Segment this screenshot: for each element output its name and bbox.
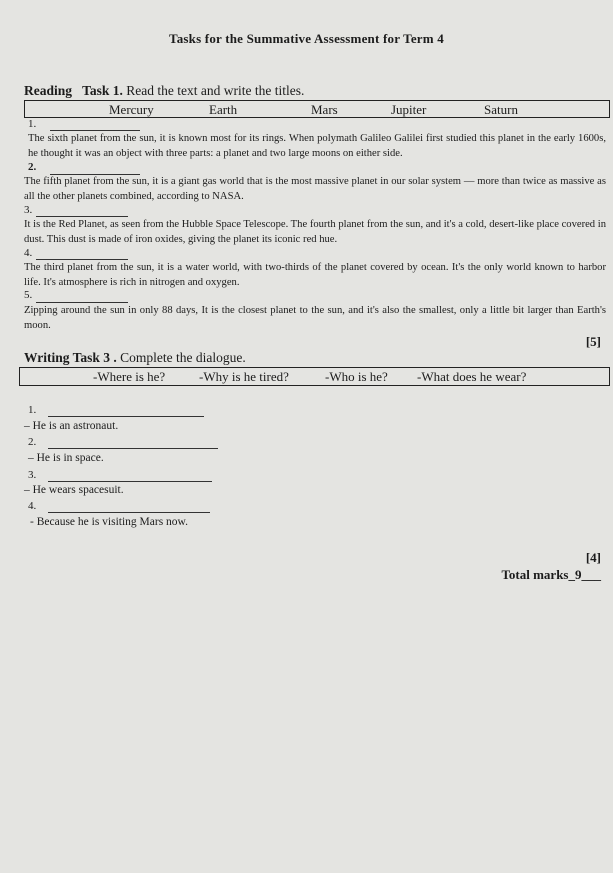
writing-task-heading (24, 350, 246, 366)
dialogue-item-number: 1. (28, 404, 37, 416)
dialogue-answer: – He wears spacesuit. (24, 484, 124, 496)
reading-label: Reading (24, 83, 73, 98)
dialogue-blank[interactable] (48, 481, 212, 482)
word-option: Jupiter (391, 102, 427, 117)
total-marks: Total marks_9___ (501, 567, 601, 582)
reading-paragraph: The fifth planet from the sun, it is a giant gas world that is the most massive planet in our solar system — more than twice as massive as all the other planets combined, according to NASA. (24, 176, 606, 202)
answer-blank[interactable] (50, 130, 140, 131)
word-option: Mars (311, 102, 338, 117)
word-option: Saturn (484, 102, 518, 117)
answer-blank[interactable] (36, 216, 128, 217)
reading-paragraph: It is the Red Planet, as seen from the Hubble Space Telescope. The fourth planet from the sun, and it's a cold, desert-like place covered in dust. This dust is made of iron oxides, giving the planet its iconic red hue. (24, 219, 606, 245)
dialogue-answer: – He is an astronaut. (24, 420, 119, 432)
dialogue-question-box (19, 367, 610, 386)
dialogue-item-number: 3. (28, 469, 37, 481)
word-option: Earth (209, 102, 238, 117)
reading-word-box (24, 100, 610, 118)
writing-label: Writing Task 3 . (24, 350, 117, 365)
dialogue-blank[interactable] (48, 512, 210, 513)
dialogue-answer: – He is in space. (28, 452, 104, 464)
reading-marks: [5] (585, 334, 601, 349)
answer-blank[interactable] (36, 302, 128, 303)
page-title: Tasks for the Summative Assessment for Term 4 (169, 31, 444, 46)
reading-task-heading (24, 83, 304, 99)
reading-instruction: Read the text and write the titles. (126, 83, 305, 98)
reading-paragraph: The third planet from the sun, it is a water world, with two-thirds of the planet covered by ocean. It's the only world known to harbor life. It's atmosphere is rich in nitrogen and oxygen. (24, 262, 606, 288)
dialogue-answer: - Because he is visiting Mars now. (30, 516, 188, 528)
dialogue-item-number: 2. (28, 436, 37, 448)
reading-task-number: Task 1. (82, 83, 123, 98)
question-option: -Where is he? (93, 369, 166, 384)
reading-item-number: 1. (28, 118, 37, 130)
dialogue-blank[interactable] (48, 416, 204, 417)
question-option: -Why is he tired? (199, 369, 289, 384)
reading-item-number: 3. (24, 204, 33, 216)
question-option: -What does he wear? (417, 369, 527, 384)
reading-item-number: 4. (24, 247, 33, 259)
reading-item-number: 5. (24, 289, 33, 301)
question-option: -Who is he? (325, 369, 388, 384)
reading-paragraph: The sixth planet from the sun, it is known most for its rings. When polymath Galileo Galilei first studied this planet in the early 1600s, he thought it was an object with three parts: a planet and two large moons on either side. (28, 133, 606, 159)
dialogue-item-number: 4. (28, 500, 37, 512)
word-option: Mercury (109, 102, 154, 117)
writing-marks: [4] (585, 550, 601, 565)
dialogue-blank[interactable] (48, 448, 218, 449)
reading-paragraph: Zipping around the sun in only 88 days, It is the closest planet to the sun, and it's also the smallest, only a little bit larger than Earth's moon. (24, 305, 606, 331)
answer-blank[interactable] (36, 259, 128, 260)
writing-instruction: Complete the dialogue. (120, 350, 246, 365)
reading-item-number: 2. (28, 161, 37, 173)
